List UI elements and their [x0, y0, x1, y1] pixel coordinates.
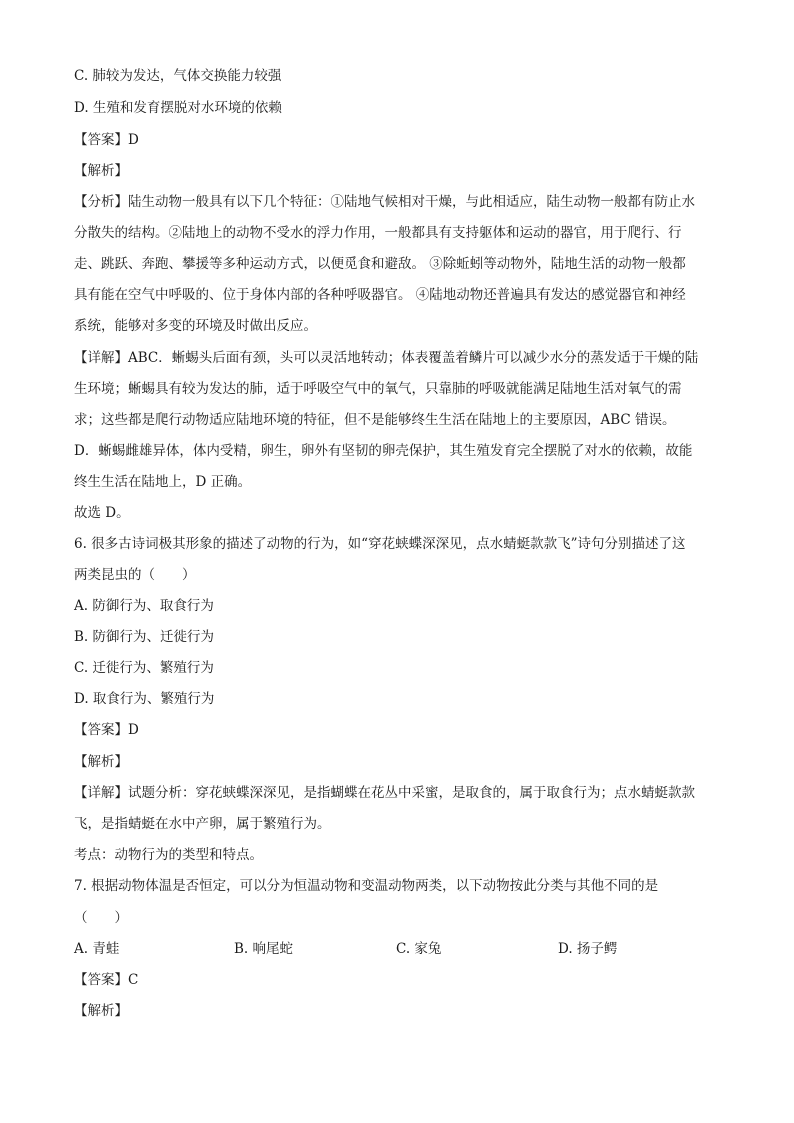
q6-option-d: D. 取食行为、繁殖行为: [74, 691, 215, 707]
q7-option-d: D. 扬子鳄: [558, 941, 618, 957]
q7-option-a: A. 青蛙: [74, 941, 120, 957]
q5-option-d: D. 生殖和发育摆脱对水环境的依赖: [74, 100, 282, 116]
q6-detail-line: 【详解】试题分析：穿花蛱蝶深深见，是指蝴蝶在花丛中采蜜，是取食的，属于取食行为；点水蜻蜓款款: [74, 785, 695, 801]
q5-detail-line: 【详解】ABC．蜥蜴头后面有颈，头可以灵活地转动；体表覆盖着鳞片可以减少水分的蒸发适于干燥的陆: [74, 350, 699, 366]
q6-option-a: A. 防御行为、取食行为: [74, 598, 214, 614]
q7-stem-line: 7. 根据动物体温是否恒定，可以分为恒温动物和变温动物两类，以下动物按此分类与其他不同的是: [74, 878, 659, 894]
q6-detail-line: 飞，是指蜻蜓在水中产卵，属于繁殖行为。: [74, 816, 331, 832]
q5-analysis-line: 具有能在空气中呼吸的、位于身体内部的各种呼吸器官。 ④陆地动物还普遍具有发达的感觉器官和神经: [74, 287, 686, 303]
q6-stem-line: 6. 很多古诗词极其形象的描述了动物的行为，如“穿花蛱蝶深深见，点水蜻蜓款款飞”诗句分别描述了这: [74, 536, 686, 552]
q7-option-c: C. 家兔: [396, 941, 442, 957]
q5-analysis-label: 【解析】: [74, 163, 128, 179]
q7-stem-line: （ ）: [74, 910, 128, 926]
q7-option-b: B. 响尾蛇: [234, 941, 294, 957]
q7-analysis-label: 【解析】: [74, 1003, 128, 1019]
q5-detail-line: 求；这些都是爬行动物适应陆地环境的特征，但不是能够终生生活在陆地上的主要原因，ABC 错误。: [74, 412, 676, 428]
q5-answer: 【答案】D: [74, 132, 139, 148]
q5-analysis-line: 走、跳跃、奔跑、攀援等多种运动方式，以便觅食和避敌。 ③除蚯蚓等动物外，陆地生活的动物一般都: [74, 256, 686, 272]
q5-detail-line: 终生生活在陆地上，D 正确。: [74, 474, 252, 490]
q5-analysis-line: 分散失的结构。②陆地上的动物不受水的浮力作用，一般都具有支持躯体和运动的器官，用于爬行、行: [74, 225, 682, 241]
q6-stem-line: 两类昆虫的（ ）: [74, 567, 196, 583]
q7-answer: 【答案】C: [74, 972, 139, 988]
q5-analysis-line: 系统，能够对多变的环境及时做出反应。: [74, 318, 317, 334]
q5-detail-line: 生环境；蜥蜴具有较为发达的肺，适于呼吸空气中的氧气，只靠肺的呼吸就能满足陆地生活对氧气的需: [74, 381, 682, 397]
q5-detail-line: D．蜥蜴雌雄异体，体内受精，卵生，卵外有坚韧的卵壳保护，其生殖发育完全摆脱了对水的依赖，故能: [74, 443, 693, 459]
q5-option-c: C. 肺较为发达，气体交换能力较强: [74, 68, 282, 84]
q6-option-c: C. 迁徙行为、繁殖行为: [74, 660, 214, 676]
q6-answer: 【答案】D: [74, 722, 139, 738]
q6-knowledge-point: 考点：动物行为的类型和特点。: [74, 847, 263, 863]
q5-conclusion: 故选 D。: [74, 505, 130, 521]
q5-analysis-line: 【分析】陆生动物一般具有以下几个特征：①陆地气候相对干燥，与此相适应，陆生动物一般都有防止水: [74, 194, 695, 210]
q6-option-b: B. 防御行为、迁徙行为: [74, 629, 215, 645]
q6-analysis-label: 【解析】: [74, 754, 128, 770]
